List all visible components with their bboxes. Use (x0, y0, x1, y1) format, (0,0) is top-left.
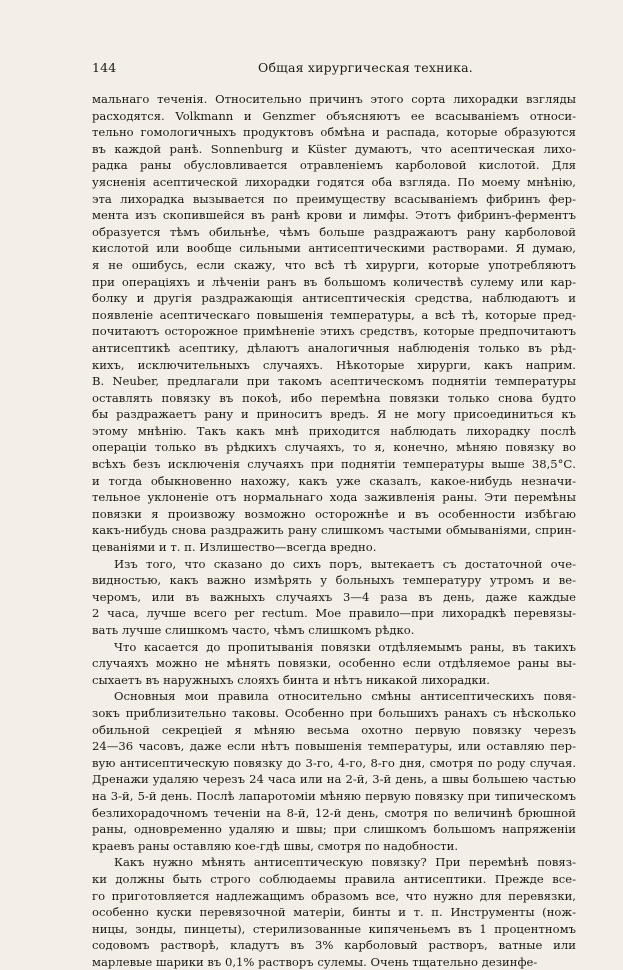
text-line: вую антисептическую повязку до 3-го, 4-го, 8-го дня, смотря по роду случая. (92, 755, 576, 770)
text-line: бы раздражаетъ рану и приноситъ вредъ. Я не могу присоединиться къ (92, 407, 576, 422)
text-line: черомъ, или въ важныхъ случаяхъ 3—4 раза въ день, даже каждые (92, 589, 576, 604)
text-line: ки должны быть строго соблюдаемы правила антисептики. Прежде все- (92, 871, 576, 886)
text-line: тельно гомологичныхъ продуктовъ обмѣна и распада, которые образуются (92, 125, 576, 140)
text-line: Изъ того, что сказано до сихъ поръ, вытекаетъ съ достаточной оче- (114, 556, 576, 571)
page-header (92, 60, 573, 80)
paragraph (92, 639, 576, 689)
text-line: го приготовляется надлежащимъ образомъ все, что нужно для перевязки, (92, 888, 576, 903)
text-line: болку и другія раздражающія антисептическія средства, наблюдаютъ и (92, 291, 576, 306)
page-number: 144 (92, 60, 117, 75)
running-title: Общая хирургическая техника. (258, 60, 473, 75)
text-line: сыхаетъ въ наружныхъ слояхъ бинта и нѣтъ никакой лихорадки. (92, 672, 490, 687)
text-line: эта лихорадка вызывается по преимуществу всасываніемъ фибринъ фер- (92, 191, 576, 206)
text-line: оставлять повязку въ покоѣ, ибо перемѣна повязки только снова будто (92, 390, 576, 405)
body-text (92, 91, 576, 970)
paragraph (92, 688, 576, 854)
text-line: и тогда обыкновенно нахожу, какъ уже сказалъ, какое-нибудь незначи- (92, 473, 576, 488)
text-line: операціи только въ рѣдкихъ случаяхъ, то я, конечно, мѣняю повязку во (92, 440, 576, 455)
text-line: зокъ приблизительно таковы. Особенно при большихъ ранахъ съ нѣсколько (92, 705, 576, 720)
text-line: какъ-нибудь снова раздражить рану слишкомъ частыми обмываніями, сприн- (92, 523, 576, 538)
text-line: Основныя мои правила относительно смѣны антисептическихъ повя- (114, 689, 576, 704)
text-line: краевъ раны оставляю кое-гдѣ швы, смотря по надобности. (92, 838, 459, 853)
text-line: ницы, зонды, пинцеты), стерилизованные кипяченьемъ въ 1 процентномъ (92, 921, 576, 936)
text-line: уясненія асептической лихорадки годятся оба взгляда. По моему мнѣнію, (92, 174, 576, 189)
paragraph (92, 854, 576, 970)
text-line: при операціяхъ и лѣченіи ранъ въ большомъ количествѣ сулему или кар- (92, 274, 576, 289)
text-line: тельное уклоненіе отъ нормальнаго хода заживленія раны. Эти перемѣны (92, 490, 576, 505)
text-line: Какъ нужно мѣнять антисептическую повязку? При перемѣнѣ повяз- (114, 855, 576, 870)
text-line: 2 часа, лучше всего per rectum. Мое правило—при лихорадкѣ перевязы- (92, 606, 576, 621)
paragraph (92, 556, 576, 639)
text-line: марлевые шарики въ 0,1% растворъ сулемы. Очень тщательно дезинфе- (92, 954, 538, 969)
text-line: кислотой или вообще сильными антисептическими растворами. Я думаю, (92, 241, 576, 256)
text-line: обильной секреціей я мѣняю весьма охотно первую повязку черезъ (92, 722, 576, 737)
text-line: почитаютъ осторожное примѣненіе этихъ средствъ, которые предпочитаютъ (92, 324, 576, 339)
text-line: образуется тѣмъ обильнѣе, чѣмъ больше раздражаютъ рану карболовой (92, 224, 576, 239)
text-line: повязки я произвожу возможно осторожнѣе и въ особенности избѣгаю (92, 506, 576, 521)
text-line: Дренажи удаляю черезъ 24 часа или на 2-й, 3-й день, а швы большею частью (92, 772, 576, 787)
text-line: видностью, какъ важно измѣрять у больныхъ температуру утромъ и ве- (92, 573, 576, 588)
text-line: появленіе асептическаго повышенія температуры, а всѣ тѣ, которые пред- (92, 307, 576, 322)
text-line: радка раны обусловливается отравленіемъ карболовой кислотой. Для (92, 158, 576, 173)
text-line: кихъ, исключительныхъ случаяхъ. Нѣкоторые хирурги, какъ наприм. (92, 357, 576, 372)
text-line: вать лучше слишкомъ часто, чѣмъ слишкомъ рѣдко. (92, 623, 415, 637)
text-line: B. Neuber, предлагали при такомъ асептическомъ поднятіи температуры (92, 374, 576, 389)
text-line: цеваніями и т. п. Излишество—всегда вредно. (92, 540, 377, 555)
text-line: 24—36 часовъ, даже если нѣтъ повышенія температуры, или оставляю пер- (92, 739, 576, 754)
text-line: особенно куски перевязочной матеріи, бинты и т. п. Инструменты (нож- (92, 905, 576, 920)
text-line: мальнаго теченія. Относительно причинъ этого сорта лихорадки взгляды (92, 92, 576, 106)
text-line: въ каждой ранѣ. Sonnenburg и Küster думаютъ, что асептическая лихо- (92, 141, 576, 156)
text-line: мента изъ скопившейся въ ранѣ крови и лимфы. Этотъ фибринъ-ферментъ (92, 208, 576, 223)
text-line: я не ошибусь, если скажу, что всѣ тѣ хирурги, которые употребляютъ (92, 257, 576, 272)
text-line: антисептикѣ асептику, дѣлаютъ аналогичныя наблюденія только въ рѣд- (92, 340, 576, 355)
text-line: безлихорадочномъ теченіи на 8-й, 12-й день, смотря по величинѣ брюшной (92, 805, 576, 820)
text-line: случаяхъ можно не мѣнять повязки, особенно если отдѣляемое раны вы- (92, 656, 576, 671)
text-line: этому мнѣнію. Такъ какъ мнѣ приходится наблюдать лихорадку послѣ (92, 423, 576, 438)
paragraph (92, 91, 576, 556)
text-line: содовомъ растворѣ, кладутъ въ 3% карболовый растворъ, ватные или (92, 938, 576, 953)
text-line: Что касается до пропитыванія повязки отдѣляемымъ раны, въ такихъ (114, 639, 576, 654)
text-line: раны, одновременно удаляю и швы; при слишкомъ большомъ напряженіи (92, 822, 576, 837)
text-line: всѣхъ безъ исключенія случаяхъ при поднятіи температуры выше 38,5°С. (92, 457, 576, 472)
text-line: на 3-й, 5-й день. Послѣ лапаротоміи мѣняю первую повязку при типическомъ (92, 788, 576, 803)
text-line: расходятся. Volkmann и Genzmer объясняютъ ее всасываніемъ относи- (92, 108, 576, 123)
